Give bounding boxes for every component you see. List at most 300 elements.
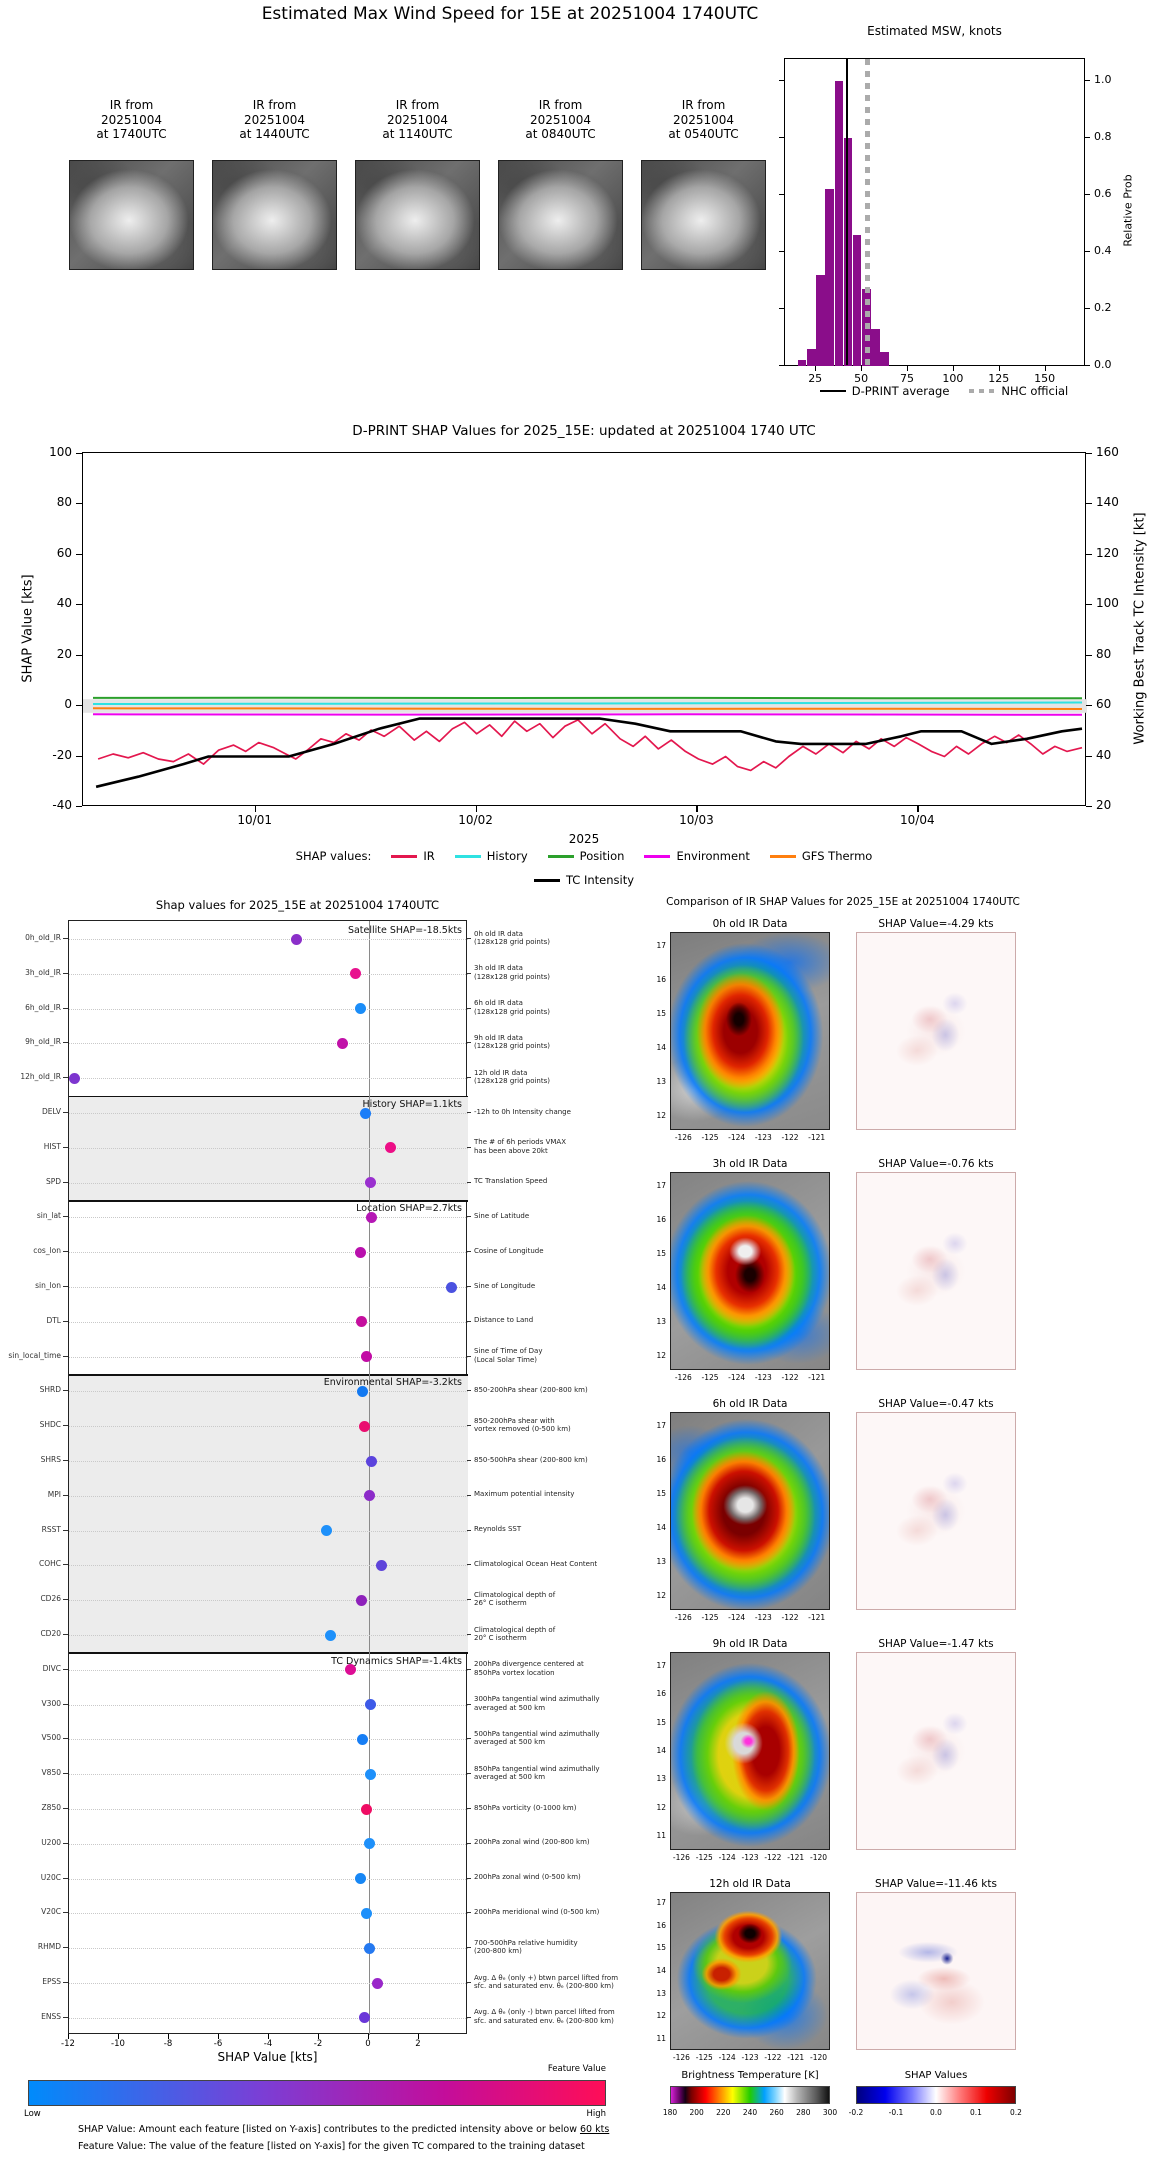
shap-cbar-tick: -0.2 bbox=[848, 2108, 864, 2117]
section-divider bbox=[69, 1374, 468, 1376]
shap-dot-sin_local_time bbox=[361, 1351, 372, 1362]
row-desc-line: 850-500hPa shear (200-800 km) bbox=[474, 1455, 588, 1464]
row-gridline bbox=[69, 1461, 468, 1462]
ir-thumb-label-line: at 0540UTC bbox=[668, 127, 739, 141]
ir-data-image bbox=[670, 1172, 830, 1370]
histogram-xtick-label: 50 bbox=[854, 372, 869, 385]
histogram-ytick bbox=[1085, 80, 1090, 81]
row-desc-line: averaged at 500 km bbox=[474, 1703, 546, 1712]
ts-ytick-left bbox=[76, 503, 82, 504]
row-gridline bbox=[69, 1565, 468, 1566]
ir-xtick-label: -124 bbox=[728, 1373, 746, 1382]
row-desc-line: 850-200hPa shear (200-800 km) bbox=[474, 1385, 588, 1394]
brightness-cbar-tick: 180 bbox=[662, 2108, 678, 2117]
histogram-bar bbox=[853, 235, 862, 366]
histogram-ytick-mark bbox=[779, 194, 784, 195]
shap-dot-V850 bbox=[365, 1769, 376, 1780]
ir-ytick-label: 16 bbox=[656, 1920, 666, 1930]
histogram-ytick-label: 0.8 bbox=[1094, 130, 1112, 143]
ts-ytick-left bbox=[76, 604, 82, 605]
row-desc-RHMD bbox=[474, 1939, 578, 1956]
row-desc-line: Sine of Longitude bbox=[474, 1281, 536, 1290]
row-desc-line: 850hPa tangential wind azimuthally bbox=[474, 1764, 600, 1773]
dotplot-xtick-label: 2 bbox=[415, 2039, 421, 2049]
ts-ytick-left bbox=[76, 756, 82, 757]
row-tick-right bbox=[467, 1982, 471, 1983]
ts-ytick-left-label: 80 bbox=[56, 495, 72, 509]
row-desc-line: has been above 20kt bbox=[474, 1146, 548, 1155]
histogram-ytick-label: 0.4 bbox=[1094, 244, 1112, 257]
featurevalue-high-label: High bbox=[586, 2109, 606, 2119]
row-label-U20C: U20C bbox=[40, 1872, 61, 1882]
featurevalue-low-label: Low bbox=[24, 2109, 41, 2119]
row-tick-right bbox=[467, 1495, 471, 1496]
row-desc-line: 850-200hPa shear with bbox=[474, 1416, 555, 1425]
row-desc-line: Climatological depth of bbox=[474, 1625, 556, 1634]
ir-ytick-label: 13 bbox=[656, 1077, 666, 1087]
ts-ytick-right-label: 120 bbox=[1096, 545, 1119, 560]
ir-ytick-label: 17 bbox=[656, 1180, 666, 1190]
ir-thumb-label bbox=[346, 98, 489, 142]
series-swatch bbox=[548, 855, 574, 858]
ts-ytick-left-label: 40 bbox=[56, 596, 72, 610]
ts-xtick bbox=[255, 806, 256, 812]
legend-item bbox=[969, 384, 1068, 398]
ir-thumb-label-line: 20251004 bbox=[100, 112, 163, 127]
ir-xtick-label: -121 bbox=[808, 1613, 826, 1622]
row-desc-line: 500hPa tangential wind azimuthally bbox=[474, 1729, 600, 1738]
row-desc-line: Climatological Ocean Heat Content bbox=[474, 1559, 598, 1568]
row-tick-left bbox=[63, 1425, 68, 1426]
featurevalue-colorbar-label: Feature Value bbox=[547, 2064, 606, 2074]
section-label-satellite: Satellite SHAP=-18.5kts bbox=[347, 925, 462, 936]
row-desc-line: (128x128 grid points) bbox=[474, 1042, 550, 1051]
row-desc-sin_local_time bbox=[474, 1347, 542, 1364]
histogram-ylabel: Relative Prob bbox=[1121, 174, 1135, 247]
brightness-cbar-tick: 300 bbox=[822, 2108, 838, 2117]
ir-xtick-label: -124 bbox=[728, 1613, 746, 1622]
row-desc-V850 bbox=[474, 1765, 599, 1782]
row-gridline bbox=[69, 1113, 468, 1114]
row-tick-right bbox=[467, 1564, 471, 1565]
row-label-EPSS: EPSS bbox=[42, 1977, 61, 1986]
histogram-title: Estimated MSW, knots bbox=[867, 24, 1002, 38]
shap-dot-V500 bbox=[357, 1734, 368, 1745]
legend-item-label: GFS Thermo bbox=[801, 849, 873, 863]
row-label-sin_lat: sin_lat bbox=[36, 1211, 61, 1221]
ir-thumb-label-line: at 1140UTC bbox=[382, 127, 453, 141]
section-shading bbox=[69, 1374, 468, 1652]
ts-ytick-right bbox=[1086, 554, 1092, 555]
ts-ytick-right bbox=[1086, 655, 1092, 656]
row-desc-line: The # of 6h periods VMAX bbox=[474, 1138, 567, 1147]
ts-ytick-right-label: 60 bbox=[1096, 697, 1112, 711]
row-gridline bbox=[69, 1287, 468, 1288]
ts-ytick-right bbox=[1086, 604, 1092, 605]
row-tick-left bbox=[63, 1669, 68, 1670]
shap-map-image bbox=[856, 1172, 1016, 1370]
row-tick-right bbox=[467, 1077, 471, 1078]
row-label-COHC: COHC bbox=[38, 1559, 61, 1569]
ir-thumb-label-line: IR from bbox=[681, 98, 726, 112]
row-tick-right bbox=[467, 1147, 471, 1148]
histogram-xtick-label: 75 bbox=[899, 372, 914, 385]
row-desc-sin_lon bbox=[474, 1282, 535, 1291]
ts-ytick-left bbox=[76, 453, 82, 454]
nhc-official-swatch bbox=[969, 389, 995, 393]
series-environment bbox=[93, 714, 1082, 715]
row-tick-right bbox=[467, 1669, 471, 1670]
ir-xtick-label: -126 bbox=[674, 1133, 692, 1142]
row-desc-line: TC Translation Speed bbox=[474, 1177, 548, 1186]
row-label-0h_old_IR: 0h_old_IR bbox=[25, 933, 61, 942]
shap-dot-RHMD bbox=[364, 1943, 375, 1954]
brightness-cbar-tick: 260 bbox=[769, 2108, 784, 2117]
ir-xtick-label: -121 bbox=[787, 2053, 805, 2062]
row-tick-left bbox=[63, 1008, 68, 1009]
ir-thumb-label bbox=[489, 98, 632, 142]
row-desc-line: (128x128 grid points) bbox=[474, 972, 550, 981]
histogram-bar bbox=[807, 349, 816, 366]
legend-item-label: D-PRINT average bbox=[851, 384, 950, 398]
shap-cbar-tick: -0.1 bbox=[888, 2108, 904, 2117]
ir-thumbnail-image bbox=[498, 160, 623, 270]
row-tick-left bbox=[63, 1808, 68, 1809]
row-tick-right bbox=[467, 1808, 471, 1809]
row-label-CD26: CD26 bbox=[40, 1594, 61, 1604]
ir-ytick-label: 16 bbox=[656, 974, 666, 984]
legend-item bbox=[644, 849, 749, 863]
histogram-legend bbox=[744, 384, 1144, 398]
footnote-shap-value bbox=[78, 2124, 609, 2135]
ir-data-image bbox=[670, 932, 830, 1130]
row-desc-V500 bbox=[474, 1730, 599, 1747]
row-tick-right bbox=[467, 1878, 471, 1879]
histogram-ytick-mark bbox=[779, 365, 784, 366]
row-gridline bbox=[69, 1705, 468, 1706]
ir-ytick-label: 15 bbox=[656, 1943, 666, 1953]
histogram-plot bbox=[784, 58, 1085, 366]
ir-ytick-label: 16 bbox=[656, 1454, 666, 1464]
shap-dot-12h_old_IR bbox=[69, 1073, 80, 1084]
ts-ytick-left bbox=[76, 705, 82, 706]
ir-thumb-label-line: at 0840UTC bbox=[525, 127, 596, 141]
row-desc-V300 bbox=[474, 1695, 599, 1712]
ts-ytick-left-label: 100 bbox=[49, 444, 72, 459]
shap-dot-CD20 bbox=[325, 1630, 336, 1641]
ir-ytick-label: 17 bbox=[656, 1420, 666, 1430]
row-desc-line: Cosine of Longitude bbox=[474, 1246, 544, 1255]
section-label-location: Location SHAP=2.7kts bbox=[356, 1203, 462, 1215]
ts-xtick-label: 10/01 bbox=[237, 813, 272, 827]
row-gridline bbox=[69, 1670, 468, 1671]
row-desc-line: Climatological depth of bbox=[474, 1590, 556, 1599]
row-desc-line: 26° C isotherm bbox=[474, 1599, 527, 1608]
ir-ytick-label: 12 bbox=[656, 1802, 666, 1812]
row-desc-HIST bbox=[474, 1138, 566, 1155]
ir-ytick-label: 11 bbox=[656, 2033, 666, 2043]
ts-ytick-left-label: 0 bbox=[64, 697, 72, 711]
histogram-ytick-label: 1.0 bbox=[1094, 73, 1112, 86]
ir-data-image bbox=[670, 1412, 830, 1610]
row-tick-right bbox=[467, 1460, 471, 1461]
row-desc-CD20 bbox=[474, 1626, 555, 1643]
histogram-bar bbox=[816, 275, 825, 366]
dotplot-xtick-label: -2 bbox=[313, 2039, 323, 2049]
row-label-HIST: HIST bbox=[43, 1141, 61, 1151]
shap-map-image bbox=[856, 1652, 1016, 1850]
ir-xtick-label: -125 bbox=[695, 2053, 713, 2062]
ir-xtick-label: -125 bbox=[701, 1613, 719, 1622]
ir-ytick-label: 16 bbox=[656, 1214, 666, 1224]
ir-ytick-label: 13 bbox=[656, 1317, 666, 1327]
ir-thumb-label-line: IR from bbox=[395, 98, 440, 112]
dprint-average-line bbox=[846, 59, 848, 365]
ir-xtick-label: -122 bbox=[781, 1373, 799, 1382]
ir-xtick-label: -125 bbox=[701, 1133, 719, 1142]
shap-dot-U20C bbox=[355, 1873, 366, 1884]
row-label-sin_lon: sin_lon bbox=[35, 1281, 61, 1290]
row-tick-left bbox=[63, 1704, 68, 1705]
histogram-bar bbox=[835, 81, 844, 366]
row-desc-DTL bbox=[474, 1316, 533, 1325]
histogram-xtick-label: 150 bbox=[1034, 372, 1056, 385]
row-tick-left bbox=[63, 1495, 68, 1496]
timeseries-ylabel-left: SHAP Value [kts] bbox=[20, 574, 36, 683]
row-tick-right bbox=[467, 1704, 471, 1705]
row-desc-sin_lat bbox=[474, 1212, 529, 1221]
legend-item-label: History bbox=[486, 849, 528, 863]
ir-ytick-label: 15 bbox=[656, 1717, 666, 1727]
histogram-xtick-label: 100 bbox=[942, 372, 964, 385]
ir-panel-title: 0h old IR Data bbox=[712, 918, 788, 930]
shap-dot-ENSS bbox=[359, 2012, 370, 2023]
row-tick-left bbox=[63, 1460, 68, 1461]
ir-thumb-label-line: IR from bbox=[109, 98, 154, 112]
histogram-ytick bbox=[1085, 137, 1090, 138]
row-tick-left bbox=[63, 1147, 68, 1148]
ir-ytick-label: 17 bbox=[656, 1660, 666, 1670]
ir-panel-title: 9h old IR Data bbox=[712, 1638, 788, 1650]
histogram-bar bbox=[871, 329, 880, 366]
row-gridline bbox=[69, 1043, 468, 1044]
footnote-shap-value-text: SHAP Value: Amount each feature [listed on Y-axis] contributes to the predicted intensity above or below bbox=[78, 2124, 580, 2135]
shap-dot-V300 bbox=[365, 1699, 376, 1710]
legend-item-label: TC Intensity bbox=[565, 873, 635, 887]
row-desc-MPI bbox=[474, 1490, 574, 1499]
ir-thumbnail-image bbox=[212, 160, 337, 270]
row-desc-ENSS bbox=[474, 2008, 615, 2025]
row-tick-left bbox=[63, 1564, 68, 1565]
row-gridline bbox=[69, 1879, 468, 1880]
legend-item bbox=[770, 849, 872, 863]
row-label-ENSS: ENSS bbox=[41, 2011, 61, 2021]
ir-thumb-label-line: IR from bbox=[538, 98, 583, 112]
row-label-Z850: Z850 bbox=[41, 1803, 61, 1812]
row-label-SHDC: SHDC bbox=[39, 1420, 61, 1430]
series-swatch bbox=[534, 879, 560, 882]
row-label-U200: U200 bbox=[41, 1837, 61, 1847]
row-tick-left bbox=[63, 1982, 68, 1983]
timeseries-legend-label: SHAP values: bbox=[295, 849, 372, 863]
row-desc-line: 200hPa zonal wind (200-800 km) bbox=[474, 1838, 590, 1847]
shap-dot-sin_lon bbox=[446, 1282, 457, 1293]
row-tick-left bbox=[63, 1878, 68, 1879]
ir-ytick-label: 13 bbox=[656, 1557, 666, 1567]
legend-item-label: IR bbox=[423, 849, 435, 863]
histogram-ytick bbox=[1085, 365, 1090, 366]
row-tick-left bbox=[63, 1947, 68, 1948]
ir-xtick-label: -123 bbox=[741, 1853, 759, 1862]
section-divider bbox=[69, 1096, 468, 1098]
row-label-3h_old_IR: 3h_old_IR bbox=[25, 967, 61, 977]
row-desc-COHC bbox=[474, 1560, 597, 1569]
shap-panel-title: SHAP Value=-4.29 kts bbox=[878, 918, 994, 930]
row-desc-DIVC bbox=[474, 1660, 584, 1677]
ir-ytick-label: 15 bbox=[656, 1008, 666, 1018]
ir-panel-title: 3h old IR Data bbox=[712, 1158, 788, 1170]
row-desc-line: averaged at 500 km bbox=[474, 1773, 546, 1782]
histogram-xtick bbox=[815, 366, 816, 371]
histogram-ytick-mark bbox=[779, 80, 784, 81]
brightness-cbar-tick: 200 bbox=[689, 2108, 704, 2117]
ir-xtick-label: -122 bbox=[764, 2053, 782, 2062]
ts-ytick-left bbox=[76, 655, 82, 656]
ir-panel-title: 12h old IR Data bbox=[709, 1878, 791, 1890]
histogram-ytick bbox=[1085, 308, 1090, 309]
histogram-ytick bbox=[1085, 251, 1090, 252]
row-tick-right bbox=[467, 1947, 471, 1948]
row-gridline bbox=[69, 1217, 468, 1218]
row-desc-line: 0h old IR data bbox=[474, 929, 523, 938]
row-tick-left bbox=[63, 1042, 68, 1043]
ir-thumbnail-image bbox=[69, 160, 194, 270]
ir-thumbnail-image bbox=[355, 160, 480, 270]
dotplot-xtick-label: -8 bbox=[163, 2039, 173, 2049]
row-desc-line: 12h old IR data bbox=[474, 1068, 528, 1077]
ts-ytick-left-label: 20 bbox=[56, 646, 72, 661]
row-tick-right bbox=[467, 1286, 471, 1287]
footnote-shap-value-underlined: 60 kts bbox=[579, 2124, 610, 2135]
row-desc-line: Avg. Δ θₑ (only +) btwn parcel lifted from bbox=[474, 1973, 619, 1982]
dotplot-xtick-label: -6 bbox=[213, 2039, 223, 2049]
brightness-colorbar-label: Brightness Temperature [K] bbox=[681, 2070, 819, 2081]
dotplot-plot bbox=[68, 920, 467, 2034]
row-gridline bbox=[69, 1948, 468, 1949]
row-gridline bbox=[69, 1252, 468, 1253]
ir-ytick-label: 17 bbox=[656, 940, 666, 950]
row-gridline bbox=[69, 1600, 468, 1601]
ts-ytick-right-label: 40 bbox=[1096, 747, 1112, 762]
legend-item bbox=[548, 849, 625, 863]
row-tick-left bbox=[63, 1738, 68, 1739]
ts-xtick-label: 10/02 bbox=[458, 813, 493, 827]
ir-thumb-label bbox=[60, 98, 203, 142]
ir-xtick-label: -120 bbox=[810, 1853, 828, 1862]
row-desc-U200 bbox=[474, 1838, 590, 1847]
ir-ytick-label: 12 bbox=[656, 2011, 666, 2021]
row-desc-line: sfc. and saturated env. θₑ (200-800 km) bbox=[474, 2016, 614, 2025]
row-label-RSST: RSST bbox=[41, 1524, 61, 1534]
row-gridline bbox=[69, 1426, 468, 1427]
dotplot-xtick-label: -12 bbox=[61, 2039, 75, 2049]
row-desc-line: (128x128 grid points) bbox=[474, 1077, 550, 1086]
shap-cbar-tick: 0.2 bbox=[1010, 2108, 1022, 2117]
histogram-ytick-mark bbox=[779, 251, 784, 252]
row-tick-right bbox=[467, 1599, 471, 1600]
row-desc-line: vortex removed (0-500 km) bbox=[474, 1425, 571, 1434]
legend-item bbox=[391, 849, 434, 863]
row-tick-right bbox=[467, 1912, 471, 1913]
shap-dot-HIST bbox=[385, 1142, 396, 1153]
row-desc-line: 20° C isotherm bbox=[474, 1634, 527, 1642]
main-title: Estimated Max Wind Speed for 15E at 20251004 1740UTC bbox=[261, 4, 759, 24]
row-tick-right bbox=[467, 1773, 471, 1774]
ts-xtick-label: 10/03 bbox=[679, 813, 714, 827]
row-tick-right bbox=[467, 938, 471, 939]
row-tick-left bbox=[63, 1251, 68, 1252]
row-gridline bbox=[69, 1844, 468, 1845]
ir-comparison-title: Comparison of IR SHAP Values for 2025_15E at 20251004 1740UTC bbox=[666, 896, 1020, 908]
row-desc-line: Maximum potential intensity bbox=[474, 1490, 575, 1499]
ir-xtick-label: -124 bbox=[728, 1133, 746, 1142]
row-tick-right bbox=[467, 1634, 471, 1635]
ir-xtick-label: -123 bbox=[754, 1133, 772, 1142]
row-desc-line: 700-500hPa relative humidity bbox=[474, 1938, 578, 1947]
ir-xtick-label: -120 bbox=[810, 2053, 828, 2062]
row-desc-line: -12h to 0h Intensity change bbox=[474, 1107, 571, 1116]
shap-map-image bbox=[856, 1892, 1016, 2050]
row-gridline bbox=[69, 2018, 468, 2019]
ir-xtick-label: -121 bbox=[787, 1853, 805, 1862]
row-tick-right bbox=[467, 1390, 471, 1391]
histogram-xtick-label: 25 bbox=[808, 372, 823, 385]
ir-ytick-label: 11 bbox=[656, 1831, 666, 1841]
row-gridline bbox=[69, 1531, 468, 1532]
shap-dot-MPI bbox=[364, 1490, 375, 1501]
ir-ytick-label: 14 bbox=[656, 1966, 666, 1975]
ts-ytick-right bbox=[1086, 756, 1092, 757]
zero-line bbox=[369, 921, 370, 2035]
row-tick-right bbox=[467, 2017, 471, 2018]
row-gridline bbox=[69, 1809, 468, 1810]
row-desc-line: sfc. and saturated env. θₑ (200-800 km) bbox=[474, 1982, 614, 1990]
row-gridline bbox=[69, 1496, 468, 1497]
row-tick-left bbox=[63, 1599, 68, 1600]
shap-dot-Z850 bbox=[361, 1804, 372, 1815]
row-label-DIVC: DIVC bbox=[42, 1663, 61, 1673]
shap-panel-title: SHAP Value=-1.47 kts bbox=[878, 1638, 994, 1650]
ir-xtick-label: -121 bbox=[808, 1373, 826, 1382]
row-tick-left bbox=[63, 1912, 68, 1913]
series-position bbox=[93, 698, 1082, 699]
zero-reference-band bbox=[83, 699, 1087, 713]
section-divider bbox=[69, 1200, 468, 1202]
ir-thumb-label bbox=[632, 98, 775, 142]
row-desc-line: 200hPa meridional wind (0-500 km) bbox=[474, 1907, 600, 1916]
row-desc-SHDC bbox=[474, 1417, 571, 1434]
shap-dot-SPD bbox=[365, 1177, 376, 1188]
ir-thumb-label-line: 20251004 bbox=[672, 112, 735, 127]
row-desc-line: (128x128 grid points) bbox=[474, 1007, 550, 1016]
ir-ytick-label: 17 bbox=[656, 1898, 666, 1908]
row-tick-left bbox=[63, 1390, 68, 1391]
row-desc-line: Distance to Land bbox=[474, 1316, 534, 1325]
histogram-xtick bbox=[1045, 366, 1046, 371]
row-tick-left bbox=[63, 1843, 68, 1844]
row-tick-right bbox=[467, 1112, 471, 1113]
row-desc-line: (200-800 km) bbox=[474, 1947, 522, 1956]
